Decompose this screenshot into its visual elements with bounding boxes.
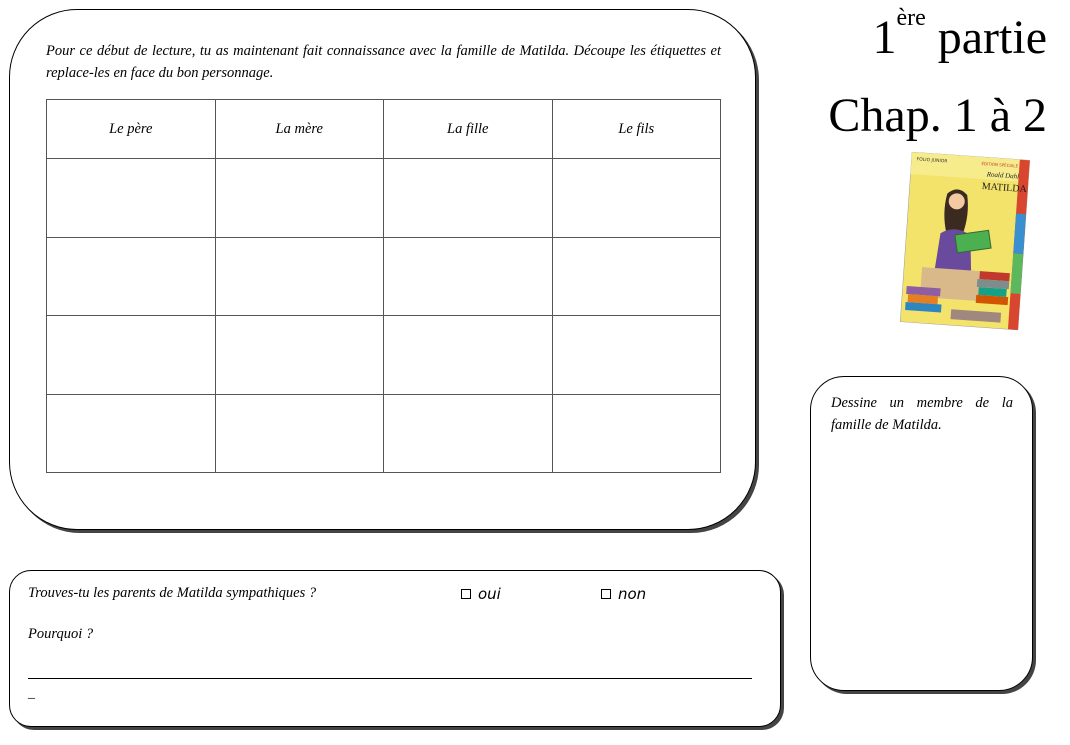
question-panel bbox=[9, 570, 781, 727]
table-cell[interactable] bbox=[215, 237, 384, 316]
header-son: Le fils bbox=[552, 100, 721, 159]
table-row bbox=[47, 237, 721, 316]
part-word: partie bbox=[937, 11, 1047, 64]
table-row bbox=[47, 159, 721, 238]
part-number: 1 bbox=[872, 11, 897, 64]
drawing-instructions: Dessine un membre de la famille de Matilda. bbox=[831, 395, 1013, 433]
header-mother: La mère bbox=[215, 100, 384, 159]
answer-dash: _ bbox=[28, 686, 35, 701]
table-cell[interactable] bbox=[552, 394, 721, 473]
table-cell[interactable] bbox=[552, 237, 721, 316]
main-panel bbox=[9, 9, 756, 530]
table-cell[interactable] bbox=[384, 394, 553, 473]
checkbox-icon[interactable] bbox=[461, 589, 471, 599]
cover-publisher: FOLIO JUNIOR bbox=[916, 157, 948, 165]
family-table bbox=[46, 99, 721, 473]
option-yes-label: oui bbox=[478, 585, 501, 603]
table-cell[interactable] bbox=[47, 237, 216, 316]
table-row bbox=[47, 316, 721, 395]
table-cell[interactable] bbox=[47, 394, 216, 473]
cover-title: MATILDA bbox=[981, 181, 1028, 196]
part-superscript: ère bbox=[896, 5, 926, 31]
checkbox-icon[interactable] bbox=[601, 589, 611, 599]
instructions-text: Pour ce début de lecture, tu as maintenant fait connaissance avec la famille de Matilda. Découpe les étiquettes et replace-les en face du bon personnage. bbox=[46, 43, 721, 81]
table-cell[interactable] bbox=[47, 316, 216, 395]
table-cell[interactable] bbox=[215, 159, 384, 238]
table-cell[interactable] bbox=[384, 237, 553, 316]
answer-line[interactable] bbox=[28, 678, 752, 679]
table-cell[interactable] bbox=[552, 316, 721, 395]
table-cell[interactable] bbox=[552, 159, 721, 238]
option-yes[interactable] bbox=[461, 585, 501, 603]
question-text: Trouves-tu les parents de Matilda sympathiques ? bbox=[28, 585, 317, 601]
cover-edition: ÉDITION SPÉCIALE bbox=[981, 160, 1019, 169]
part-title bbox=[872, 5, 1047, 66]
why-label: Pourquoi ? bbox=[28, 626, 94, 642]
table-cell[interactable] bbox=[384, 159, 553, 238]
header-father: Le père bbox=[47, 100, 216, 159]
header-daughter: La fille bbox=[384, 100, 553, 159]
table-cell[interactable] bbox=[47, 159, 216, 238]
table-cell[interactable] bbox=[384, 316, 553, 395]
table-header-row bbox=[47, 100, 721, 159]
option-no[interactable] bbox=[601, 585, 646, 603]
drawing-panel[interactable] bbox=[810, 376, 1033, 691]
table-row bbox=[47, 394, 721, 473]
table-cell[interactable] bbox=[215, 316, 384, 395]
table-cell[interactable] bbox=[215, 394, 384, 473]
book-cover-image bbox=[896, 150, 1034, 332]
cover-author: Roald Dahl bbox=[986, 170, 1020, 181]
chapter-title: Chap. 1 à 2 bbox=[828, 89, 1047, 142]
option-no-label: non bbox=[618, 585, 647, 603]
